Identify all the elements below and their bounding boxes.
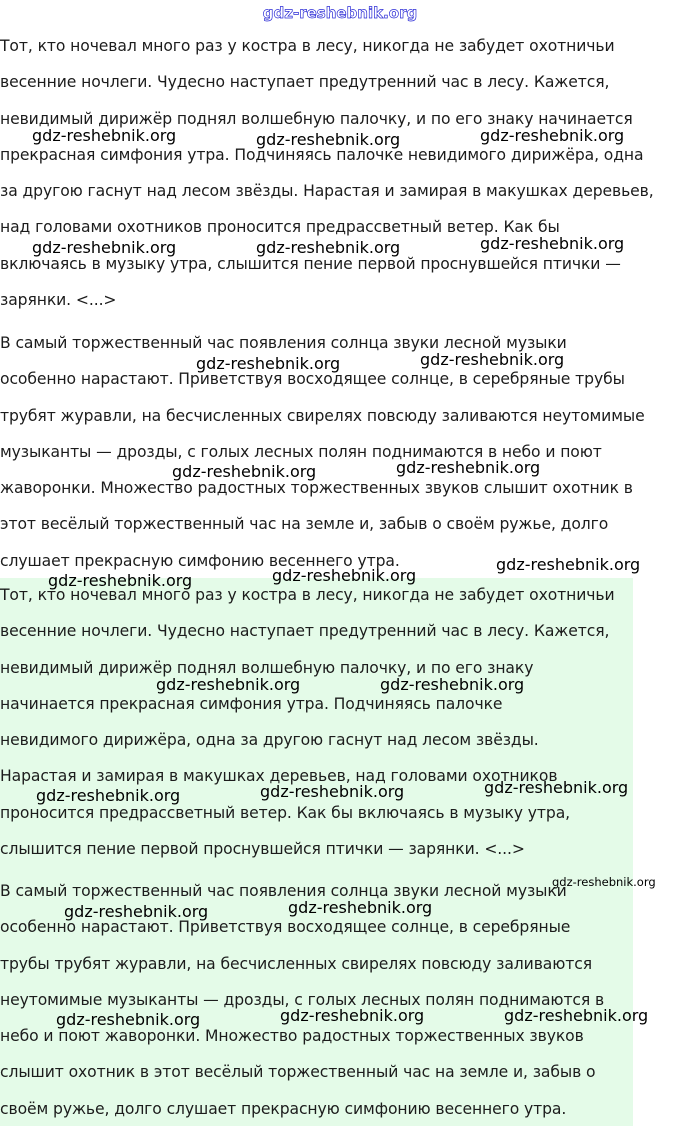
- watermark: gdz-reshebnik.org: [256, 130, 401, 149]
- watermark: gdz-reshebnik.org: [288, 898, 433, 917]
- paragraph-original-2: В самый торжественный час появления солнца звуки лесной музыки особенно нарастают. Приветствуя восходящее солнце, в серебряные трубы трубят журавли, на бесчисленных свирелях повсюду заливаются неутомимые музыканты — дрозды, с голых лесных полян поднимаются в небо и поют жаворонки. Множество радостных торжественных звуков слышит охотник в этот весёлый торжественный час на земле и, забыв о своём ружье, долго слушает прекрасную симфонию весеннего утра.: [0, 334, 645, 570]
- watermark: gdz-reshebnik.org: [484, 778, 629, 797]
- watermark: gdz-reshebnik.org: [260, 782, 405, 801]
- watermark: gdz-reshebnik.org: [196, 354, 341, 373]
- watermark: gdz-reshebnik.org: [380, 675, 525, 694]
- site-header-link[interactable]: gdz-reshebnik.org: [262, 4, 418, 22]
- watermark: gdz-reshebnik.org: [420, 350, 565, 369]
- watermark: gdz-reshebnik.org: [32, 238, 177, 257]
- watermark: gdz-reshebnik.org: [256, 238, 401, 257]
- watermark: gdz-reshebnik.org: [480, 234, 625, 253]
- watermark: gdz-reshebnik.org: [272, 566, 417, 585]
- paragraph-answer-1: Тот, кто ночевал много раз у костра в лесу, никогда не забудет охотничьи весенние ночлеги. Чудесно наступает предутренний час в лесу. Кажется, невидимый дирижёр поднял волшебную палочку, и по его знаку начинается прекрасная симфония утра. Подчиняясь палочке невидимого дирижёра, одна за другою гаснут над лесом звёзды. Нарастая и замирая в макушках деревьев, над головами охотников проносится предрассветный ветер. Как бы включаясь в музыку утра, слышится пение первой проснувшейся птички — зарянки. <...>: [0, 586, 615, 859]
- watermark: gdz-reshebnik.org: [56, 1010, 201, 1029]
- watermark: gdz-reshebnik.org: [496, 555, 641, 574]
- watermark: gdz-reshebnik.org: [504, 1006, 649, 1025]
- watermark: gdz-reshebnik.org: [172, 462, 317, 481]
- watermark: gdz-reshebnik.org: [48, 571, 193, 590]
- watermark: gdz-reshebnik.org: [36, 786, 181, 805]
- watermark: gdz-reshebnik.org: [156, 675, 301, 694]
- watermark: gdz-reshebnik.org: [32, 126, 177, 145]
- watermark: gdz-reshebnik.org: [64, 902, 209, 921]
- watermark: gdz-reshebnik.org: [280, 1006, 425, 1025]
- watermark: gdz-reshebnik.org: [480, 126, 625, 145]
- paragraph-original-1: Тот, кто ночевал много раз у костра в лесу, никогда не забудет охотничьи весенние ночлеги. Чудесно наступает предутренний час в лесу. Кажется, невидимый дирижёр поднял волшебную палочку, и по его знаку начинается прекрасная симфония утра. Подчиняясь палочке невидимого дирижёра, одна за другою гаснут над лесом звёзды. Нарастая и замирая в макушках деревьев, над головами охотников проносится предрассветный ветер. Как бы включаясь в музыку утра, слышится пение первой проснувшейся птички — зарянки. <...>: [0, 37, 654, 310]
- watermark: gdz-reshebnik.org: [396, 458, 541, 477]
- paragraph-answer-2: В самый торжественный час появления солнца звуки лесной музыки особенно нарастают. Приветствуя восходящее солнце, в серебряные трубы трубят журавли, на бесчисленных свирелях повсюду заливаются неутомимые музыканты — дрозды, с голых лесных полян поднимаются в небо и поют жаворонки. Множество радостных торжественных звуков слышит охотник в этот весёлый торжественный час на земле и, забыв о своём ружье, долго слушает прекрасную симфонию весеннего утра.: [0, 882, 605, 1118]
- watermark: gdz-reshebnik.org: [552, 875, 656, 889]
